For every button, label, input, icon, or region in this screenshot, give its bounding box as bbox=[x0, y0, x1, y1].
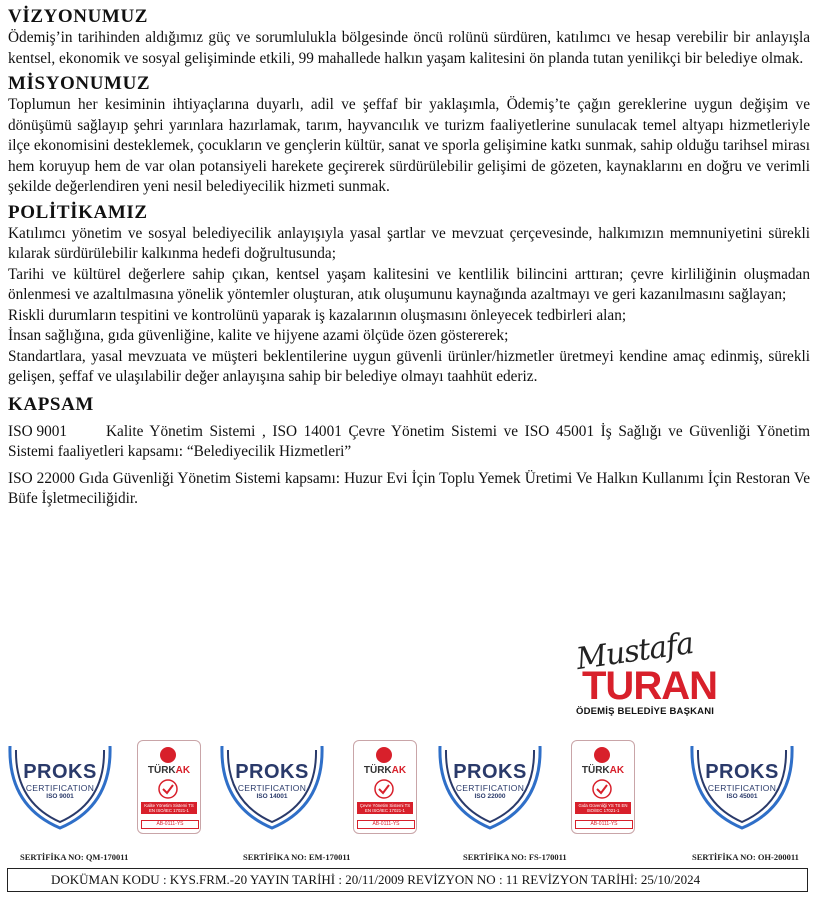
proks-title: PROKS bbox=[235, 761, 309, 783]
signature-title: ÖDEMİŞ BELEDİYE BAŞKANI bbox=[576, 706, 715, 717]
proks-title: PROKS bbox=[453, 761, 527, 783]
check-icon bbox=[372, 779, 396, 799]
proks-subtitle: CERTIFICATION bbox=[707, 783, 777, 793]
scope-paragraph-2: ISO 22000 Gıda Güvenliği Yönetim Sistemi kapsamı: Huzur Evi İçin Toplu Yemek Üretimi Ve Halkın Kullanımı İçin Restoran Ve Büfe İşletmeciliğidir. bbox=[8, 469, 810, 507]
proks-logo bbox=[682, 736, 802, 836]
scope-section bbox=[8, 394, 810, 510]
mission-text: Toplumun her kesiminin ihtiyaçlarına duyarlı, adil ve şeffaf bir yaklaşımla, Ödemiş’te çağın gereklerine uygun değişim ve dönüşümü sağlayıp şehri yarınlara hazırlamak, tarım, hayvancılık ve turizm faaliyetlerine sunulacak temel altyapı hizmetleriyle ilçe ekonomisini desteklemek, çocukların ve gençlerin kültür, sanat ve sporla gelişimine katkı sunmak, sahip olduğu tarihsel mirası hem koruyup hem de var olan potansiyeli harekete geçirerek sürdürülebilir gelişimi de gözeten, kaynaklarını en doğru ve verimli şekilde değerlendiren yeni nesil belediyecilik hizmeti sunmak. bbox=[8, 96, 810, 195]
check-icon bbox=[156, 779, 180, 799]
turkak-title bbox=[572, 765, 634, 776]
turkak-title-main: TÜRK bbox=[147, 765, 176, 776]
proks-subtitle: CERTIFICATION bbox=[455, 783, 525, 793]
proks-subtitle: CERTIFICATION bbox=[25, 783, 95, 793]
signature-name: TURAN bbox=[582, 664, 717, 708]
proks-standard: ISO 14001 bbox=[256, 793, 288, 800]
proks-standard: ISO 22000 bbox=[474, 793, 506, 800]
turkak-label: Gıda Güvenliği YS TS EN ISO/IEC 17021-1 bbox=[575, 802, 631, 814]
turkak-title bbox=[138, 765, 200, 776]
mission-section bbox=[8, 73, 810, 198]
vision-section bbox=[8, 6, 810, 69]
scope-iso9001-code: ISO 9001 bbox=[8, 422, 68, 440]
turkak-label: Çevre Yönetim Sistemi TS EN ISO/IEC 17021-1 bbox=[357, 802, 413, 814]
turkak-emblem-icon bbox=[594, 747, 610, 763]
turkak-title-main: TÜRK bbox=[581, 765, 610, 776]
turkak-logo bbox=[353, 740, 417, 834]
proks-subtitle: CERTIFICATION bbox=[237, 783, 307, 793]
vision-text: Ödemiş’in tarihinden aldığımız güç ve sorumlulukla bölgesinde öncü rolünü sürdüren, katılımcı ve hesap verebilir bir anlayışla kentsel, ekonomik ve sosyal gelişiminde etkili, 99 mahallede halkın yaşam kalitesini ön planda tutan yenilikçi bir belediye olmak. bbox=[8, 29, 810, 67]
certificate-number: SERTİFİKA NO: QM-170011 bbox=[20, 852, 129, 862]
scope-text-1: Kalite Yönetim Sistemi , ISO 14001 Çevre Yönetim Sistemi ve ISO 45001 İş Sağlığı ve Güvenliği Yönetim Sistemi faaliyetleri kapsamı: “Belediyecilik Hizmetleri” bbox=[8, 422, 810, 460]
turkak-code: AB-0111-YS bbox=[141, 820, 199, 829]
scope-paragraph-1 bbox=[8, 422, 810, 463]
turkak-emblem-icon bbox=[160, 747, 176, 763]
proks-standard: ISO 45001 bbox=[726, 793, 758, 800]
check-icon bbox=[590, 779, 614, 799]
vision-title: VİZYONUMUZ bbox=[8, 6, 149, 27]
policy-item: Riskli durumların tespitini ve kontrolünü yaparak iş kazalarının oluşmasını önleyecek tedbirleri alan; bbox=[8, 306, 627, 324]
document-footer: DOKÜMAN KODU : KYS.FRM.-20 YAYIN TARİHİ : 20/11/2009 REVİZYON NO : 11 REVİZYON TARİHİ: 25/10/2024 bbox=[7, 868, 808, 892]
turkak-logo bbox=[137, 740, 201, 834]
turkak-logo bbox=[571, 740, 635, 834]
policy-item: Tarihi ve kültürel değerlere sahip çıkan, kentsel yaşam kalitesini ve kentlilik bilincini arttıran; çevre kirliliğinin oluşmadan önlenmesi ve azaltılmasına yönelik yöntemler oluşturan, atık oluşumunu kaynağında azaltmayı ve geri kazanılmasını sağlayan; bbox=[8, 265, 810, 303]
turkak-title-accent: AK bbox=[609, 765, 625, 776]
signature-script: Mustafa bbox=[574, 626, 696, 677]
turkak-code: AB-0111-YS bbox=[357, 820, 415, 829]
proks-title: PROKS bbox=[23, 761, 97, 783]
turkak-title bbox=[354, 765, 416, 776]
turkak-emblem-icon bbox=[376, 747, 392, 763]
proks-logo bbox=[212, 736, 332, 836]
certificate-number: SERTİFİKA NO: EM-170011 bbox=[243, 852, 351, 862]
policy-item: İnsan sağlığına, gıda güvenliğine, kalite ve hijyene azami ölçüde özen göstererek; bbox=[8, 327, 509, 344]
certificate-logos bbox=[0, 730, 817, 840]
turkak-title-accent: AK bbox=[175, 765, 191, 776]
certificate-number: SERTİFİKA NO: OH-200011 bbox=[692, 852, 799, 862]
scope-title: KAPSAM bbox=[8, 393, 94, 415]
proks-logo bbox=[0, 736, 120, 836]
certificate-number: SERTİFİKA NO: FS-170011 bbox=[463, 852, 567, 862]
policy-item: Katılımcı yönetim ve sosyal belediyecilik anlayışıyla yasal şartlar ve mevzuat çerçevesinde, halkımızın memnuniyetini sürekli kılarak sürdürülebilir kalkınma hedefi doğrultusunda; bbox=[8, 224, 810, 262]
turkak-title-accent: AK bbox=[391, 765, 407, 776]
policy-document bbox=[8, 6, 810, 514]
policy-item: Standartlara, yasal mevzuata ve müşteri beklentilerine uygun güvenli ürünler/hizmetler üretmeyi kendine amaç edinmiş, sürekli gelişen, şeffaf ve ulaşılabilir değer anlayışına sahip bir belediye olmayı taahhüt ederiz. bbox=[8, 347, 810, 385]
mission-title: MİSYONUMUZ bbox=[8, 73, 151, 94]
proks-title: PROKS bbox=[705, 761, 779, 783]
proks-standard: ISO 9001 bbox=[46, 793, 74, 800]
turkak-title-main: TÜRK bbox=[363, 765, 392, 776]
policy-title: POLİTİKAMIZ bbox=[8, 201, 148, 223]
proks-logo bbox=[430, 736, 550, 836]
turkak-label: Kalite Yönetim Sistemi TS EN ISO/IEC 17021-1 bbox=[141, 802, 197, 814]
turkak-code: AB-0111-YS bbox=[575, 820, 633, 829]
policy-section bbox=[8, 202, 810, 388]
mayor-signature bbox=[572, 626, 752, 718]
